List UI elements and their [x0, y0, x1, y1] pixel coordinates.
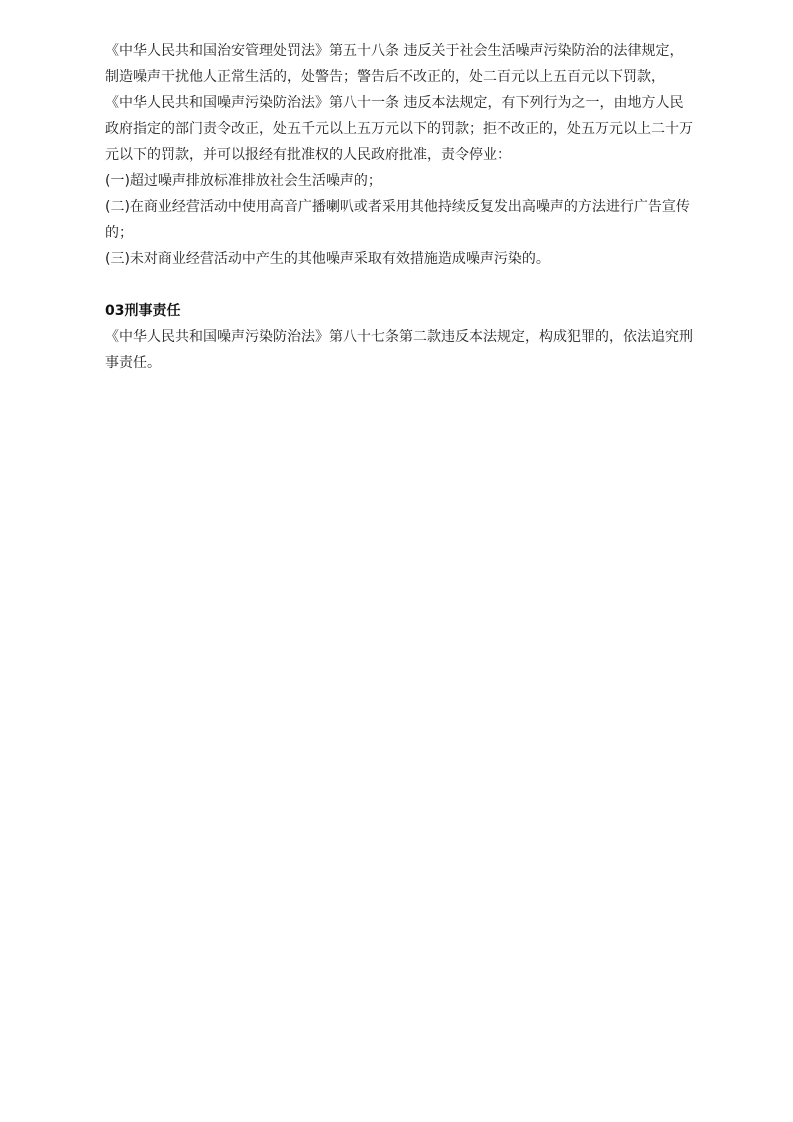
list-item-3: (三)未对商业经营活动中产生的其他噪声采取有效措施造成噪声污染的。 — [105, 251, 550, 267]
list-item-2: (二)在商业经营活动中使用高音广播喇叭或者采用其他持续反复发出高噪声的方法进行广告宣传的； — [105, 199, 690, 241]
paragraph-public-security-law: 《中华人民共和国治安管理处罚法》第五十八条 违反关于社会生活噪声污染防治的法律规定，制造噪声干扰他人正常生活的，处警告；警告后不改正的，处二百元以上五百元以下罚款， — [105, 43, 684, 85]
section-spacer — [105, 272, 695, 298]
document-page — [105, 38, 695, 376]
paragraph-noise-law-article-87: 《中华人民共和国噪声污染防治法》第八十七条第二款违反本法规定，构成犯罪的，依法追究刑事责任。 — [105, 329, 693, 371]
paragraph-noise-law-article-81: 《中华人民共和国噪声污染防治法》第八十一条 违反本法规定，有下列行为之一，由地方人民政府指定的部门责令改正，处五千元以上五万元以下的罚款；拒不改正的，处五万元以上二十万元以下的罚款，并可以报经有批准权的人民政府批准，责令停业： — [105, 95, 693, 163]
section-heading-criminal-liability: 03刑事责任 — [105, 303, 181, 319]
list-item-1: (一)超过噪声排放标准排放社会生活噪声的； — [105, 173, 382, 189]
